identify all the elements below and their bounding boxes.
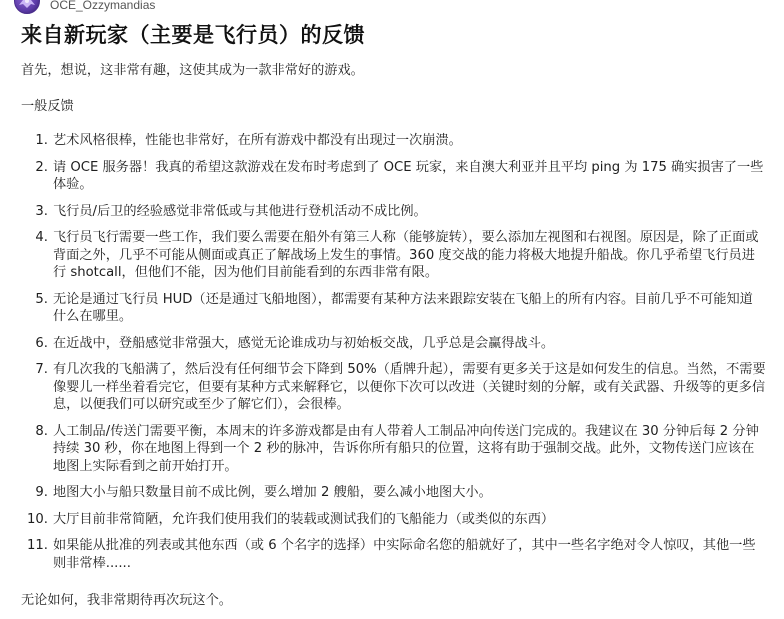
list-item-number: 11. <box>27 538 48 553</box>
section-heading: 一般反馈 <box>21 98 74 114</box>
list-item <box>21 132 766 150</box>
list-item-text: 地图大小与船只数量目前不成比例，要么增加 2 艘船，要么减小地图大小。 <box>53 485 492 500</box>
list-item <box>21 203 766 221</box>
list-item-text: 大厅目前非常简陋，允许我们使用我们的装载或测试我们的飞船能力（或类似的东西） <box>53 511 555 527</box>
list-item-number: 6. <box>35 335 48 351</box>
post-title: 来自新玩家（主要是飞行员）的反馈 <box>21 23 365 47</box>
post-intro: 首先，想说，这非常有趣，这使其成为一款非常好的游戏。 <box>21 63 364 78</box>
list-item-text: 如果能从批准的列表或其他东西（或 6 个名字的选择）中实际命名您的船就好了，其中一些名字绝对令人惊叹，其他一些则非常棒...... <box>53 538 756 571</box>
list-item-number: 1. <box>35 133 48 148</box>
list-item <box>21 361 766 414</box>
list-item <box>21 291 766 326</box>
list-item-number: 8. <box>35 423 48 439</box>
author-row <box>14 0 155 12</box>
list-item-number: 10. <box>27 511 48 527</box>
list-item-text: 人工制品/传送门需要平衡，本周末的许多游戏都是由有人带着人工制品冲向传送门完成的。我建议在 30 分钟后每 2 分钟持续 30 秒，你在地图上得到一个 2 秒的脉冲，告诉你所有船只的位置，这将有助于强制交战。此外，文物传送门应该在地图上实际看到之前开始打开。 <box>53 423 759 474</box>
list-item-number: 3. <box>35 203 48 219</box>
list-item-number: 9. <box>35 485 48 500</box>
list-item-text: 请 OCE 服务器！我真的希望这款游戏在发布时考虑到了 OCE 玩家，来自澳大利亚并且平均 ping 为 175 确实损害了一些体验。 <box>53 159 764 192</box>
list-item-number: 2. <box>35 159 48 175</box>
list-item-number: 7. <box>35 362 48 377</box>
list-item-text: 艺术风格很棒，性能也非常好，在所有游戏中都没有出现过一次崩溃。 <box>53 133 462 148</box>
avatar[interactable] <box>14 0 40 14</box>
list-item-text: 在近战中，登船感觉非常强大，感觉无论谁成功与初始板交战，几乎总是会赢得战斗。 <box>53 335 555 351</box>
list-item-number: 5. <box>35 291 48 307</box>
list-item <box>21 159 766 194</box>
list-item <box>21 537 766 572</box>
list-item-text: 无论是通过飞行员 HUD（还是通过飞船地图），都需要有某种方法来跟踪安装在飞船上的所有内容。目前几乎不可能知道什么在哪里。 <box>53 291 753 324</box>
list-item <box>21 229 766 282</box>
post-body <box>21 62 766 610</box>
list-item <box>21 423 766 476</box>
post-outro: 无论如何，我非常期待再次玩这个。 <box>21 593 232 608</box>
feedback-list <box>21 132 766 572</box>
list-item-text: 飞行员飞行需要一些工作，我们要么需要在船外有第三人称（能够旋转），要么添加左视图和右视图。原因是，除了正面或背面之外，几乎不可能从侧面或真正了解战场上发生的事情。360 度交战的能力将极大地提升船战。你几乎希望飞行员进行 shotcall，但他们不能，因为他们目前能看到的东西非常有限。 <box>53 230 759 280</box>
author-username[interactable]: OCE_Ozzymandias <box>50 0 156 12</box>
ship-avatar-icon <box>15 0 39 13</box>
list-item <box>21 335 766 353</box>
list-item-text: 有几次我的飞船满了，然后没有任何细节会下降到 50%（盾牌升起），需要有更多关于这是如何发生的信息。当然，不需要像婴儿一样坐着看完它，但要有某种方式来解释它，以便你下次可以改进（关键时刻的分解，或有关武器、升级等的更多信息，以便我们可以研究或至少了解它们），会很棒。 <box>53 362 766 412</box>
list-item-text: 飞行员/后卫的经验感觉非常低或与其他进行登机活动不成比例。 <box>53 203 427 219</box>
list-item-number: 4. <box>35 230 48 245</box>
list-item <box>21 511 766 529</box>
list-item <box>21 484 766 502</box>
